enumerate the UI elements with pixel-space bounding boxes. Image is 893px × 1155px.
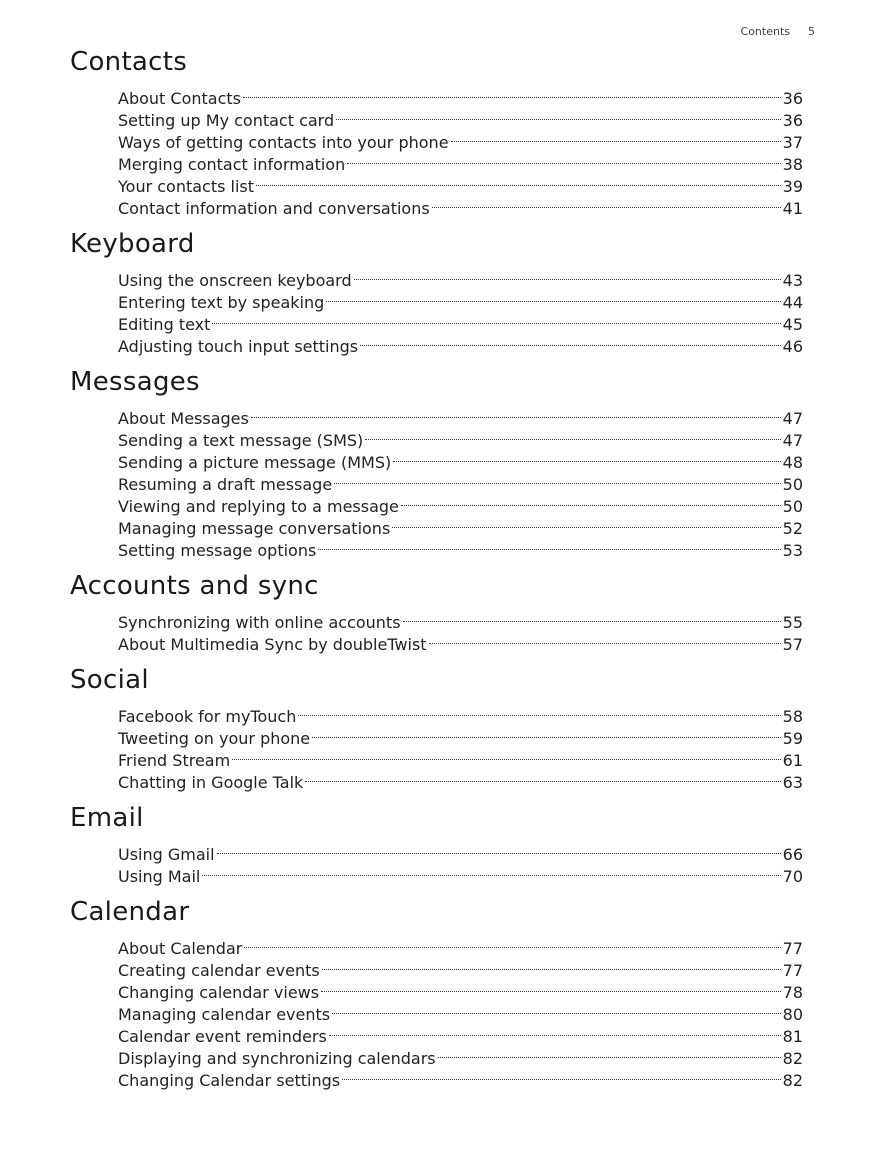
toc-entry-page-number: 82 — [782, 1049, 803, 1068]
toc-section — [70, 42, 803, 218]
toc-entry-title: About Messages — [118, 409, 249, 428]
toc-entry-title: Using Gmail — [118, 845, 215, 864]
toc-entry-page-number: 58 — [782, 707, 803, 726]
dot-leader — [256, 170, 781, 192]
toc-entry-title: Resuming a draft message — [118, 475, 333, 494]
toc-entry-page-number: 77 — [782, 939, 803, 958]
dot-leader — [432, 192, 781, 214]
toc-entry-title: About Contacts — [118, 89, 241, 108]
toc-section — [70, 660, 803, 792]
toc-entry-link[interactable] — [118, 860, 803, 886]
dot-leader — [318, 534, 780, 556]
dot-leader — [217, 838, 781, 860]
toc-entry-page-number: 59 — [782, 729, 803, 748]
toc-entry-page-number: 66 — [782, 845, 803, 864]
toc-entry-list — [70, 932, 803, 1090]
toc-entry-title: Your contacts list — [118, 177, 255, 196]
toc-entry-title: Chatting in Google Talk — [118, 773, 304, 792]
dot-leader — [298, 700, 780, 722]
toc-entry-link[interactable] — [118, 838, 803, 864]
toc-entry-link[interactable] — [118, 402, 803, 428]
toc-entry-title: Tweeting on your phone — [118, 729, 311, 748]
dot-leader — [243, 82, 781, 104]
toc-entry-page-number: 36 — [782, 89, 803, 108]
dot-leader — [322, 954, 781, 976]
toc-entry-title: Displaying and synchronizing calendars — [118, 1049, 436, 1068]
dot-leader — [342, 1064, 781, 1086]
toc-entry-list — [70, 264, 803, 356]
dot-leader — [392, 512, 780, 534]
dot-leader — [212, 308, 780, 330]
toc-section — [70, 362, 803, 560]
toc-entry-link[interactable] — [118, 932, 803, 958]
toc-entry-title: Editing text — [118, 315, 211, 334]
toc-entry-list — [70, 606, 803, 654]
dot-leader — [329, 1020, 781, 1042]
dot-leader — [251, 402, 781, 424]
toc-entry-page-number: 80 — [782, 1005, 803, 1024]
toc-entry-title: Friend Stream — [118, 751, 231, 770]
dot-leader — [451, 126, 781, 148]
toc-entry-page-number: 44 — [782, 293, 803, 312]
section-title: Accounts and sync — [70, 571, 319, 601]
toc-entry-link[interactable] — [118, 308, 803, 334]
toc-entry-title: Sending a text message (SMS) — [118, 431, 364, 450]
toc-entry-page-number: 50 — [782, 497, 803, 516]
toc-entry-title: Setting up My contact card — [118, 111, 335, 130]
toc-entry-title: Sending a picture message (MMS) — [118, 453, 392, 472]
section-title: Contacts — [70, 47, 188, 77]
toc-entry-title: Managing calendar events — [118, 1005, 331, 1024]
dot-leader — [429, 628, 781, 650]
toc-section — [70, 224, 803, 356]
toc-entry-link[interactable] — [118, 264, 803, 290]
dot-leader — [305, 766, 780, 788]
toc-entry-page-number: 46 — [782, 337, 803, 356]
toc-entry-title: Ways of getting contacts into your phone — [118, 133, 449, 152]
dot-leader — [312, 722, 780, 744]
toc-entry-page-number: 53 — [782, 541, 803, 560]
toc-entry-title: Changing Calendar settings — [118, 1071, 341, 1090]
toc-entry-list — [70, 82, 803, 218]
toc-entry-list — [70, 402, 803, 560]
dot-leader — [332, 998, 781, 1020]
toc-entry-page-number: 55 — [782, 613, 803, 632]
dot-leader — [360, 330, 781, 352]
toc-entry-page-number: 47 — [782, 409, 803, 428]
running-header — [741, 25, 815, 38]
toc-entry-title: Synchronizing with online accounts — [118, 613, 401, 632]
toc-entry-title: About Calendar — [118, 939, 243, 958]
toc-section — [70, 798, 803, 886]
toc-entry-page-number: 43 — [782, 271, 803, 290]
dot-leader — [347, 148, 780, 170]
table-of-contents — [70, 42, 803, 1096]
toc-entry-page-number: 70 — [782, 867, 803, 886]
dot-leader — [393, 446, 780, 468]
toc-entry-page-number: 63 — [782, 773, 803, 792]
toc-section — [70, 892, 803, 1090]
toc-entry-title: Viewing and replying to a message — [118, 497, 399, 516]
section-title: Calendar — [70, 897, 190, 927]
toc-entry-title: About Multimedia Sync by doubleTwist — [118, 635, 427, 654]
toc-entry-page-number: 39 — [782, 177, 803, 196]
toc-section — [70, 566, 803, 654]
toc-entry-title: Changing calendar views — [118, 983, 320, 1002]
toc-entry-title: Setting message options — [118, 541, 317, 560]
toc-entry-page-number: 78 — [782, 983, 803, 1002]
dot-leader — [232, 744, 780, 766]
dot-leader — [334, 468, 780, 490]
toc-entry-title: Entering text by speaking — [118, 293, 325, 312]
section-title: Messages — [70, 367, 200, 397]
toc-entry-title: Facebook for myTouch — [118, 707, 297, 726]
dot-leader — [438, 1042, 781, 1064]
section-title: Email — [70, 803, 144, 833]
dot-leader — [321, 976, 781, 998]
dot-leader — [365, 424, 780, 446]
toc-entry-page-number: 50 — [782, 475, 803, 494]
page-number: 5 — [808, 25, 815, 38]
dot-leader — [401, 490, 781, 512]
toc-entry-page-number: 47 — [782, 431, 803, 450]
dot-leader — [354, 264, 781, 286]
toc-entry-page-number: 52 — [782, 519, 803, 538]
toc-entry-list — [70, 838, 803, 886]
toc-entry-title: Calendar event reminders — [118, 1027, 327, 1046]
toc-entry-title: Merging contact information — [118, 155, 346, 174]
toc-entry-link[interactable] — [118, 82, 803, 108]
dot-leader — [403, 606, 781, 628]
toc-entry-link[interactable] — [118, 700, 803, 726]
section-title: Keyboard — [70, 229, 195, 259]
header-label: Contents — [740, 25, 790, 38]
toc-entry-title: Contact information and conversations — [118, 199, 430, 218]
toc-entry-page-number: 37 — [782, 133, 803, 152]
dot-leader — [244, 932, 780, 954]
toc-entry-title: Using Mail — [118, 867, 201, 886]
toc-entry-page-number: 38 — [782, 155, 803, 174]
toc-entry-page-number: 57 — [782, 635, 803, 654]
toc-entry-title: Adjusting touch input settings — [118, 337, 359, 356]
toc-entry-page-number: 82 — [782, 1071, 803, 1090]
section-title: Social — [70, 665, 149, 695]
toc-entry-title: Managing message conversations — [118, 519, 391, 538]
toc-entry-page-number: 77 — [782, 961, 803, 980]
dot-leader — [336, 104, 781, 126]
toc-entry-list — [70, 700, 803, 792]
toc-entry-page-number: 48 — [782, 453, 803, 472]
toc-entry-page-number: 36 — [782, 111, 803, 130]
toc-entry-link[interactable] — [118, 330, 803, 356]
toc-entry-page-number: 41 — [782, 199, 803, 218]
dot-leader — [326, 286, 780, 308]
dot-leader — [202, 860, 780, 882]
toc-entry-title: Using the onscreen keyboard — [118, 271, 352, 290]
toc-entry-page-number: 61 — [782, 751, 803, 770]
toc-entry-page-number: 81 — [782, 1027, 803, 1046]
toc-entry-link[interactable] — [118, 606, 803, 632]
toc-entry-title: Creating calendar events — [118, 961, 320, 980]
toc-entry-page-number: 45 — [782, 315, 803, 334]
